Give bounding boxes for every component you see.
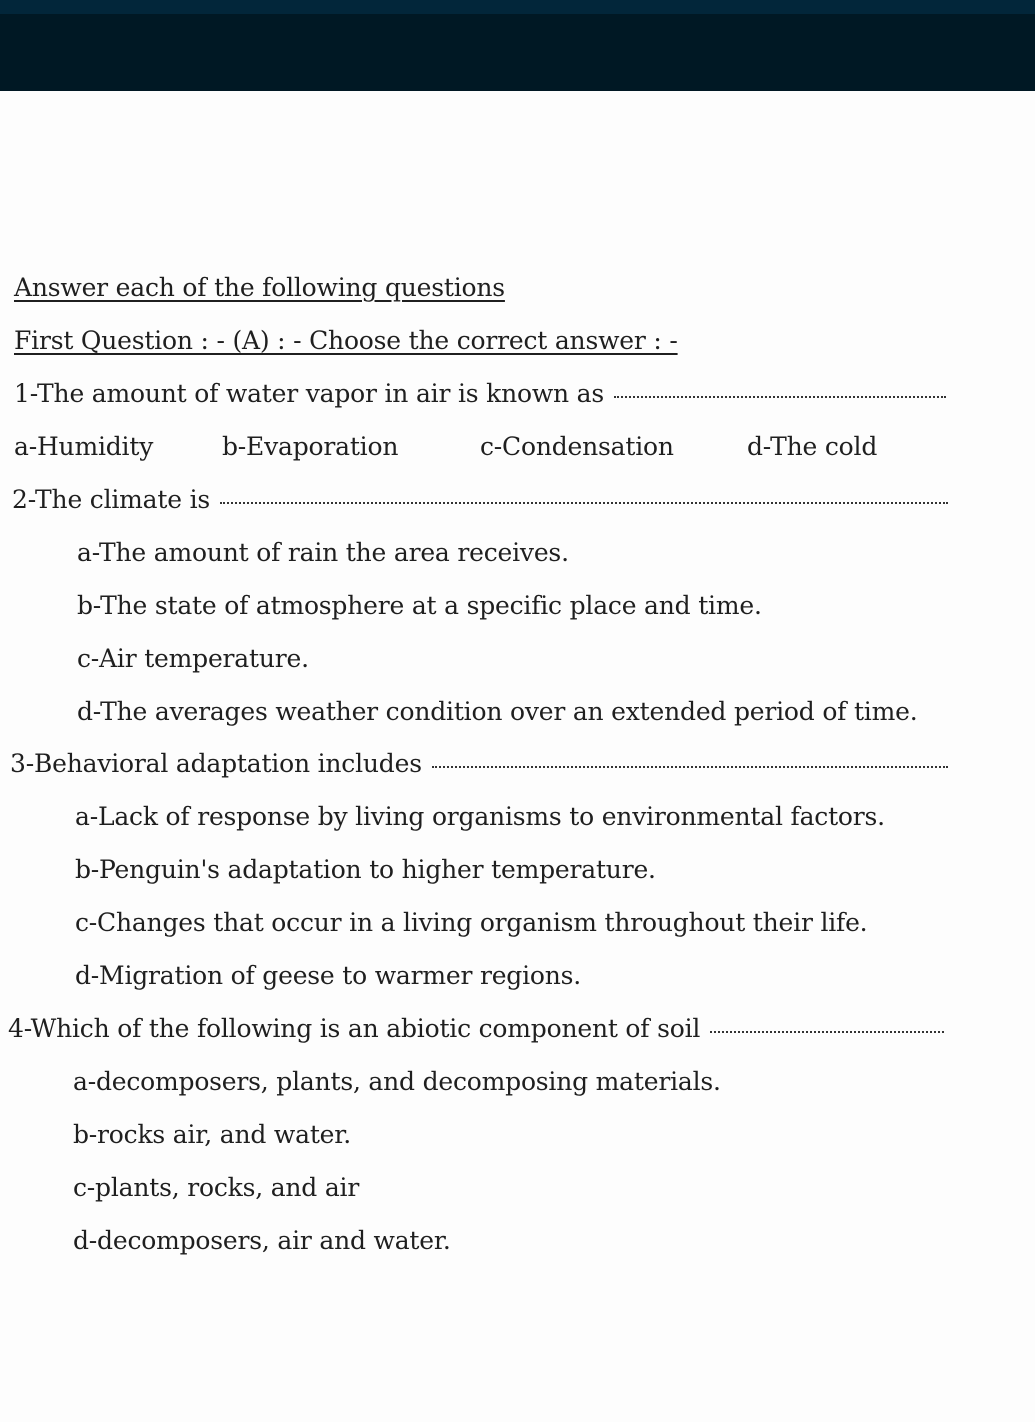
option-d: d-The averages weather condition over an extended period of time. [77, 697, 918, 726]
question-3-text: 3-Behavioral adaptation includes [10, 749, 422, 778]
option-d: d-decomposers, air and water. [73, 1226, 451, 1255]
question-3 [10, 748, 948, 780]
question-2 [12, 484, 948, 516]
section-title: First Question : - (A) : - Choose the correct answer : - [14, 326, 678, 355]
question-4 [8, 1013, 944, 1045]
answer-blank [710, 1030, 944, 1033]
option-b: b-Penguin's adaptation to higher temperature. [75, 855, 656, 884]
question-1 [14, 378, 946, 410]
question-4-text: 4-Which of the following is an abiotic component of soil [8, 1014, 701, 1043]
option-c: c-Air temperature. [77, 644, 309, 673]
option-d: d-Migration of geese to warmer regions. [75, 961, 582, 990]
option-a: a-Humidity [14, 432, 154, 461]
answer-blank [432, 765, 948, 768]
option-b: b-rocks air, and water. [73, 1120, 352, 1149]
question-1-text: 1-The amount of water vapor in air is known as [14, 379, 605, 408]
answer-blank [220, 501, 948, 504]
answer-blank [614, 395, 946, 398]
option-a: a-Lack of response by living organisms to environmental factors. [75, 802, 885, 831]
option-c: c-plants, rocks, and air [73, 1173, 360, 1202]
worksheet-heading: Answer each of the following questions [14, 273, 505, 302]
option-c: c-Condensation [480, 432, 674, 461]
question-2-text: 2-The climate is [12, 485, 210, 514]
option-a: a-The amount of rain the area receives. [77, 538, 569, 567]
option-b: b-The state of atmosphere at a specific place and time. [77, 591, 762, 620]
option-d: d-The cold [747, 432, 878, 461]
top-stripe [0, 0, 1035, 14]
top-dark-bar [0, 0, 1035, 91]
option-a: a-decomposers, plants, and decomposing materials. [73, 1067, 721, 1096]
option-b: b-Evaporation [222, 432, 399, 461]
option-c: c-Changes that occur in a living organism throughout their life. [75, 908, 868, 937]
